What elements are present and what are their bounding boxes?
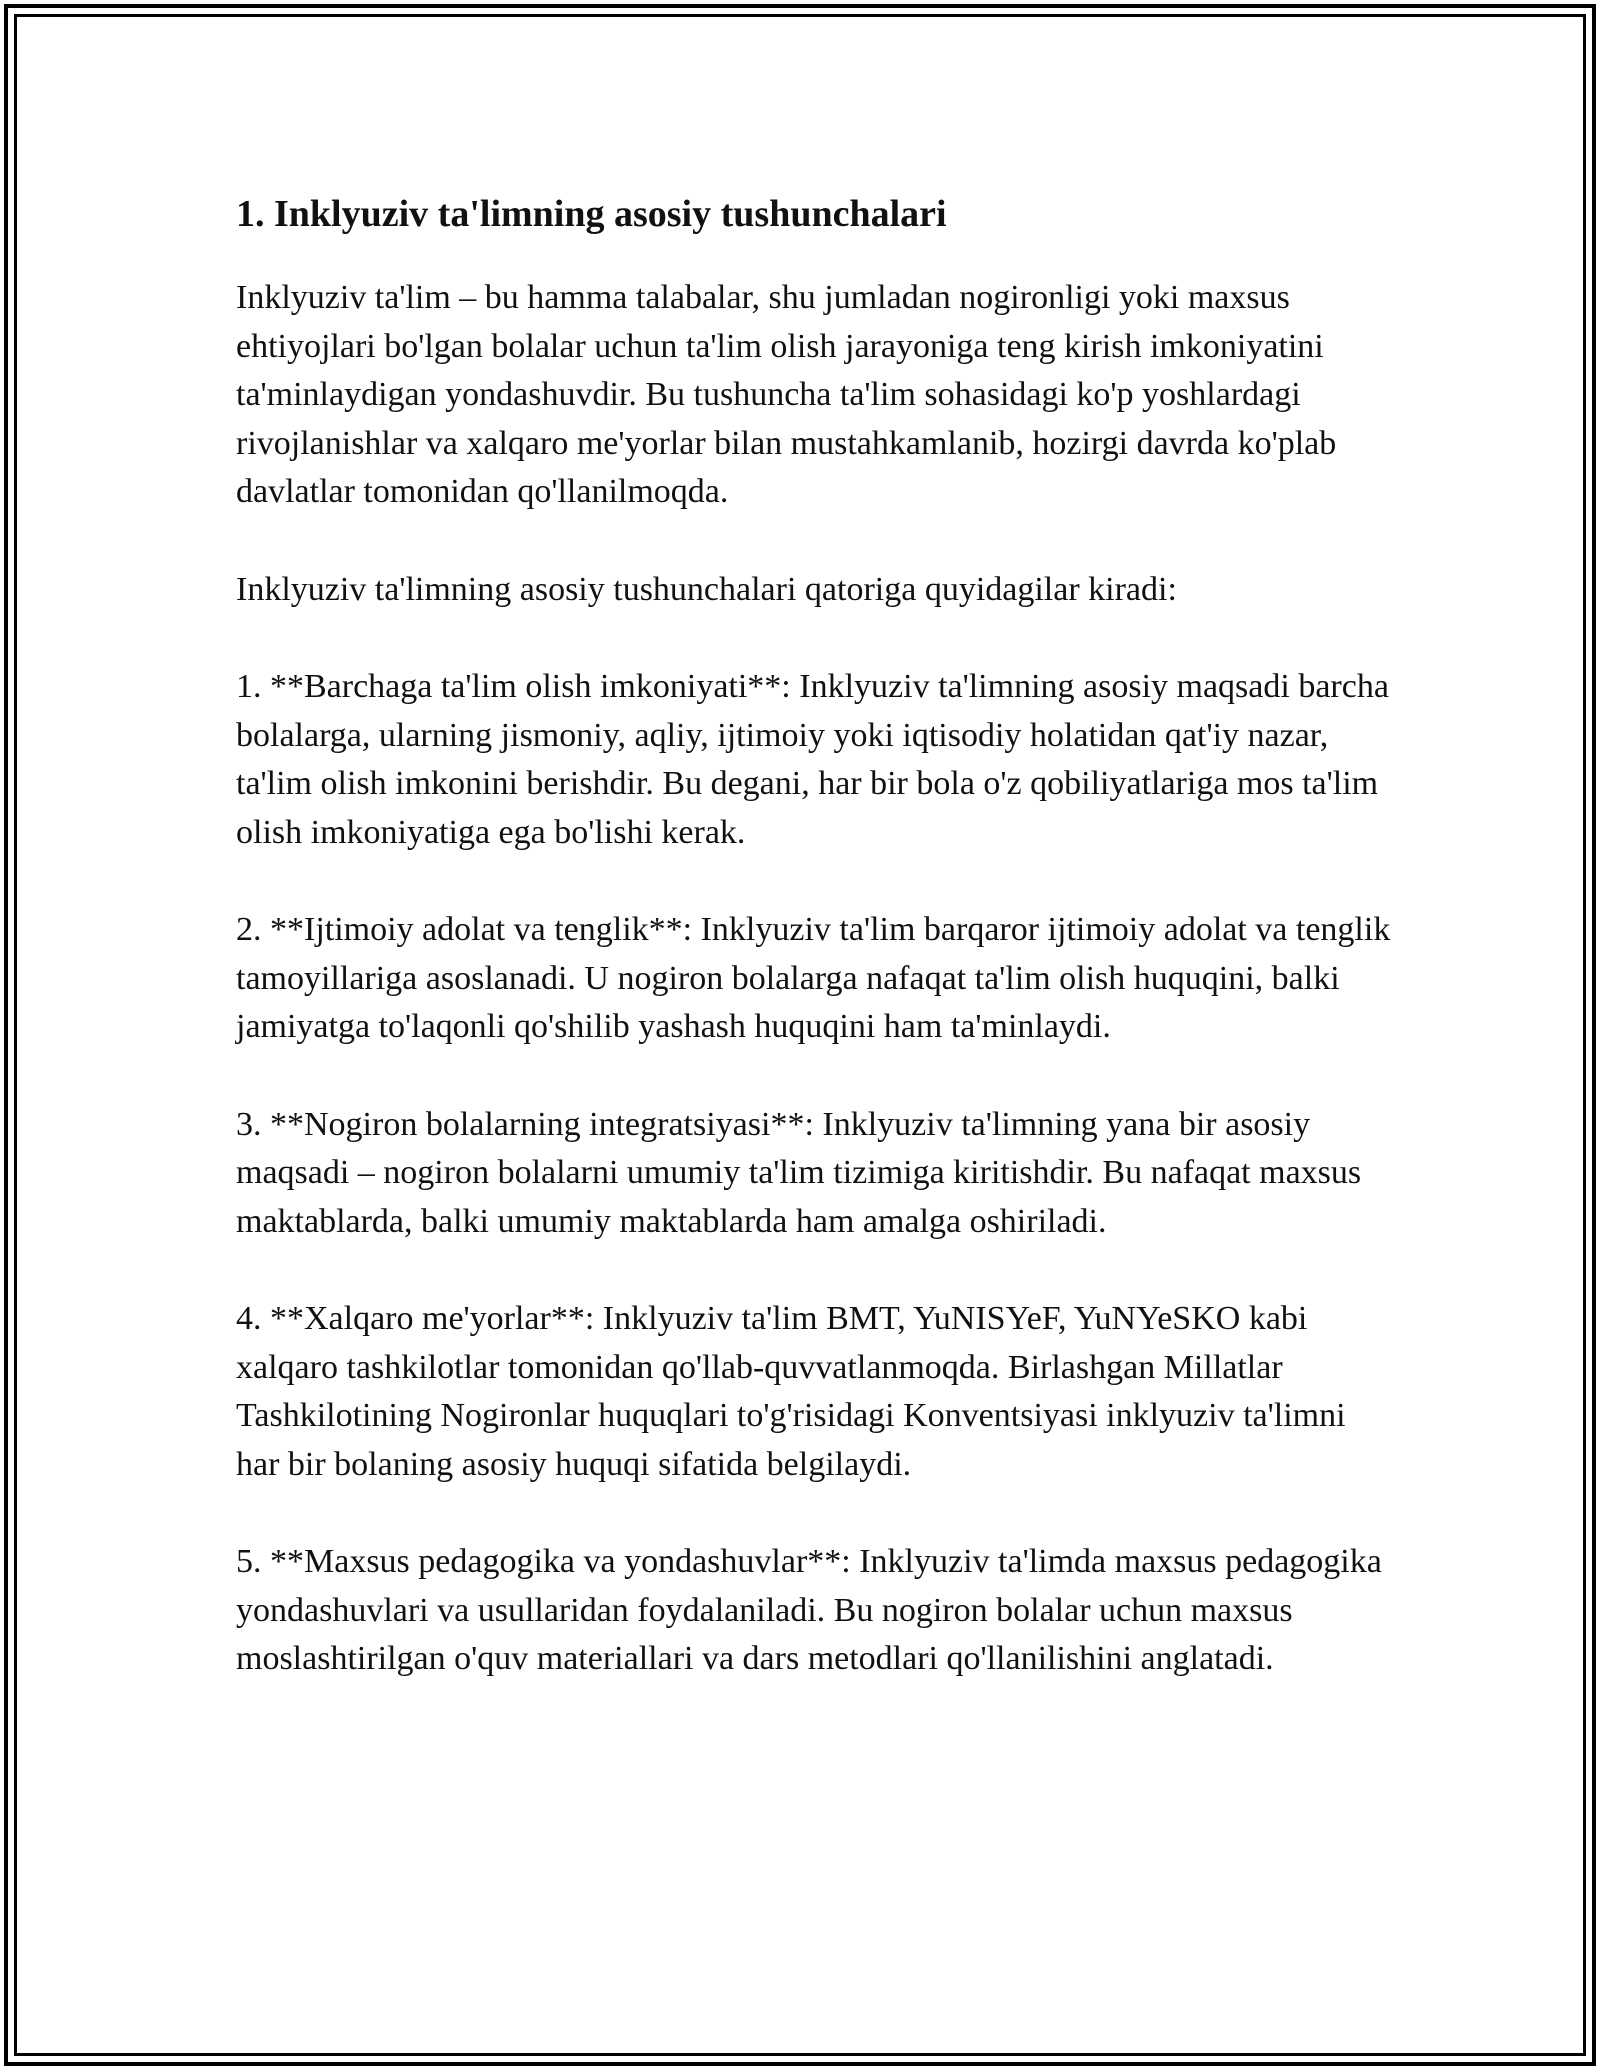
list-item-1: 1. **Barchaga ta'lim olish imkoniyati**: Inklyuziv ta'limning asosiy maqsadi barcha bolalarga, ularning jismoniy, aqliy, ijtimoiy yoki iqtisodiy holatidan qat'iy nazar, ta'lim olish imkonini berishdir. Bu degani, har bir bola o'z qobiliyatlariga mos ta'lim olish imkoniyatiga ega bo'lishi kerak. <box>236 668 1389 851</box>
list-item-3: 3. **Nogiron bolalarning integratsiyasi**: Inklyuziv ta'limning yana bir asosiy maqsadi – nogiron bolalarni umumiy ta'lim tizimiga kiritishdir. Bu nafaqat maxsus maktablarda, balki umumiy maktablarda ham amalga oshiriladi. <box>236 1105 1362 1240</box>
list-item-2: 2. **Ijtimoiy adolat va tenglik**: Inklyuziv ta'lim barqaror ijtimoiy adolat va tenglik tamoyillariga asoslanadi. U nogiron bolalarga nafaqat ta'lim olish huquqini, balki jamiyatga to'laqonli qo'shilib yashash huquqini ham ta'minlaydi. <box>236 911 1391 1045</box>
document-body <box>236 186 1396 1733</box>
section-heading: 1. Inklyuziv ta'limning asosiy tushunchalari <box>236 193 947 235</box>
intro-paragraph: Inklyuziv ta'lim – bu hamma talabalar, shu jumladan nogironligi yoki maxsus ehtiyojlari bo'lgan bolalar uchun ta'lim olish jarayoniga teng kirish imkoniyatini ta'minlaydigan yondashuvdir. Bu tushuncha ta'lim sohasidagi ko'p yoshlardagi rivojlanishlar va xalqaro me'yorlar bilan mustahkamlanib, hozirgi davrda ko'plab davlatlar tomonidan qo'llanilmoqda. <box>236 279 1337 510</box>
list-item-5: 5. **Maxsus pedagogika va yondashuvlar**: Inklyuziv ta'limda maxsus pedagogika yondashuvlari va usullaridan foydalaniladi. Bu nogiron bolalar uchun maxsus moslashtirilgan o'quv materiallari va dars metodlari qo'llanilishini anglatadi. <box>236 1543 1382 1677</box>
list-item-4: 4. **Xalqaro me'yorlar**: Inklyuziv ta'lim BMT, YuNISYeF, YuNYeSKO kabi xalqaro tashkilotlar tomonidan qo'llab-quvvatlanmoqda. Birlashgan Millatlar Tashkilotining Nogironlar huquqlari to'g'risidagi Konventsiyasi inklyuziv ta'limni har bir bolaning asosiy huquqi sifatida belgilaydi. <box>236 1300 1346 1483</box>
list-intro-paragraph: Inklyuziv ta'limning asosiy tushunchalari qatoriga quyidagilar kiradi: <box>236 570 1177 608</box>
